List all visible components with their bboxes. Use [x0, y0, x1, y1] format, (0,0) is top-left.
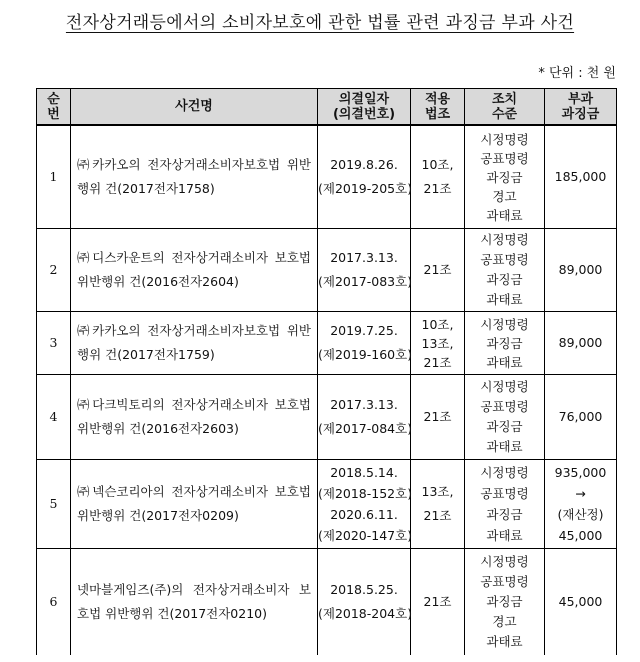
case-name: ㈜넥슨코리아의 전자상거래소비자 보호법 위반행위 건(2017전자0209)	[71, 460, 318, 549]
date-line: 2017.3.13.	[330, 250, 398, 265]
law-line: 21조	[423, 508, 452, 523]
table-row	[37, 312, 617, 375]
fine-line: 45,000	[558, 528, 603, 543]
date-line: (제2019-160호)	[318, 347, 413, 362]
header-fine-line: 과징금	[561, 106, 600, 122]
action-line: 공표명령	[480, 486, 529, 501]
row-number: 1	[37, 125, 71, 229]
date-line: 2017.3.13.	[330, 397, 398, 412]
header-fine-line: 부과	[567, 91, 594, 107]
action-line: 시정명령	[480, 131, 529, 147]
row-number: 2	[37, 229, 71, 312]
fine-amount	[545, 229, 617, 312]
action-level	[465, 125, 545, 229]
unit-note: * 단위 : 천 원	[538, 66, 616, 81]
header-fine	[545, 89, 617, 126]
fine-line: 935,000	[554, 465, 607, 480]
action-line: 과태료	[486, 292, 523, 307]
action-line: 시정명령	[480, 379, 529, 394]
applied-law	[411, 375, 465, 460]
case-name: ㈜카카오의 전자상거래소비자보호법 위반행위 건(2017전자1759)	[71, 312, 318, 375]
fine-amount	[545, 375, 617, 460]
header-date-line: 의결일자	[338, 91, 390, 107]
action-line: 공표명령	[480, 150, 529, 166]
header-law-line: 법조	[424, 106, 451, 122]
header-no-line: 순	[47, 91, 60, 107]
fine-arrow: →	[575, 486, 586, 501]
penalty-cases-table	[36, 88, 617, 655]
action-line: 과징금	[486, 594, 523, 609]
action-level	[465, 460, 545, 549]
applied-law	[411, 312, 465, 375]
decision-date	[318, 549, 411, 656]
row-number: 3	[37, 312, 71, 375]
date-line: 2018.5.25.	[330, 582, 398, 597]
header-action-line: 조치	[491, 91, 518, 107]
applied-law	[411, 460, 465, 549]
fine-line: 89,000	[558, 262, 603, 277]
decision-date	[318, 229, 411, 312]
action-line: 공표명령	[480, 399, 529, 414]
action-line: 공표명령	[480, 252, 529, 267]
action-line: 과징금	[486, 507, 523, 522]
action-line: 과징금	[486, 169, 523, 185]
header-row	[37, 89, 617, 126]
action-line: 과태료	[486, 634, 523, 649]
law-line: 21조	[423, 409, 452, 424]
law-line: 21조	[423, 181, 452, 196]
date-line: (제2017-083호)	[318, 274, 413, 289]
law-line: 10조,	[421, 316, 454, 332]
fine-line: 45,000	[558, 594, 603, 609]
document-title	[0, 8, 640, 33]
law-line: 21조	[423, 354, 452, 370]
applied-law	[411, 229, 465, 312]
document-title-text: 전자상거래등에서의 소비자보호에 관한 법률 관련 과징금 부과 사건	[65, 13, 575, 33]
table-row	[37, 549, 617, 656]
fine-amount	[545, 312, 617, 375]
date-line: (제2018-152호)	[318, 486, 413, 501]
action-level	[465, 229, 545, 312]
action-line: 과징금	[486, 272, 523, 287]
action-line: 과태료	[486, 439, 523, 454]
header-date	[318, 89, 411, 126]
action-line: 시정명령	[480, 316, 529, 332]
law-line: 13조,	[421, 484, 454, 499]
date-line: 2019.8.26.	[330, 157, 398, 172]
action-line: 시정명령	[480, 554, 529, 569]
fine-line: (재산정)	[557, 507, 604, 522]
action-line: 경고	[492, 188, 517, 204]
header-law-line: 적용	[424, 91, 451, 107]
table-row	[37, 460, 617, 549]
case-name: ㈜디스카운트의 전자상거래소비자 보호법 위반행위 건(2016전자2604)	[71, 229, 318, 312]
action-line: 공표명령	[480, 574, 529, 589]
fine-line: 76,000	[558, 409, 603, 424]
case-name: ㈜카카오의 전자상거래소비자보호법 위반행위 건(2017전자1758)	[71, 125, 318, 229]
header-action-line: 수준	[491, 106, 518, 122]
header-no-line: 번	[47, 106, 60, 122]
action-level	[465, 375, 545, 460]
action-line: 경고	[492, 614, 517, 629]
action-line: 시정명령	[480, 465, 529, 480]
law-line: 13조,	[421, 335, 454, 351]
applied-law	[411, 125, 465, 229]
decision-date	[318, 312, 411, 375]
date-line: 2020.6.11.	[330, 507, 398, 522]
header-date-line: (의결번호)	[332, 106, 396, 122]
law-line: 21조	[423, 262, 452, 277]
date-line: (제2020-147호)	[318, 528, 413, 543]
decision-date	[318, 460, 411, 549]
row-number: 6	[37, 549, 71, 656]
case-name: ㈜다크빅토리의 전자상거래소비자 보호법 위반행위 건(2016전자2603)	[71, 375, 318, 460]
decision-date	[318, 125, 411, 229]
fine-line: 89,000	[558, 335, 603, 350]
action-level	[465, 549, 545, 656]
action-line: 시정명령	[480, 232, 529, 247]
date-line: 2019.7.25.	[330, 323, 398, 338]
action-line: 과징금	[486, 419, 523, 434]
action-line: 과징금	[486, 335, 523, 351]
action-line: 과태료	[486, 528, 523, 543]
decision-date	[318, 375, 411, 460]
date-line: (제2018-204호)	[318, 606, 413, 621]
case-name: 넷마블게임즈(주)의 전자상거래소비자 보호법 위반행위 건(2017전자0210)	[71, 549, 318, 656]
header-no	[37, 89, 71, 126]
date-line: 2018.5.14.	[330, 465, 398, 480]
header-action	[465, 89, 545, 126]
date-line: (제2019-205호)	[318, 181, 413, 196]
law-line: 21조	[423, 594, 452, 609]
law-line: 10조,	[421, 157, 454, 172]
fine-amount	[545, 549, 617, 656]
action-level	[465, 312, 545, 375]
date-line: (제2017-084호)	[318, 421, 413, 436]
table-row	[37, 375, 617, 460]
row-number: 5	[37, 460, 71, 549]
fine-amount	[545, 125, 617, 229]
row-number: 4	[37, 375, 71, 460]
table-row	[37, 125, 617, 229]
table-row	[37, 229, 617, 312]
fine-line: 185,000	[554, 169, 607, 184]
header-name: 사건명	[71, 89, 318, 126]
action-line: 과태료	[486, 354, 523, 370]
header-law	[411, 89, 465, 126]
applied-law	[411, 549, 465, 656]
fine-amount	[545, 460, 617, 549]
action-line: 과태료	[486, 207, 523, 223]
